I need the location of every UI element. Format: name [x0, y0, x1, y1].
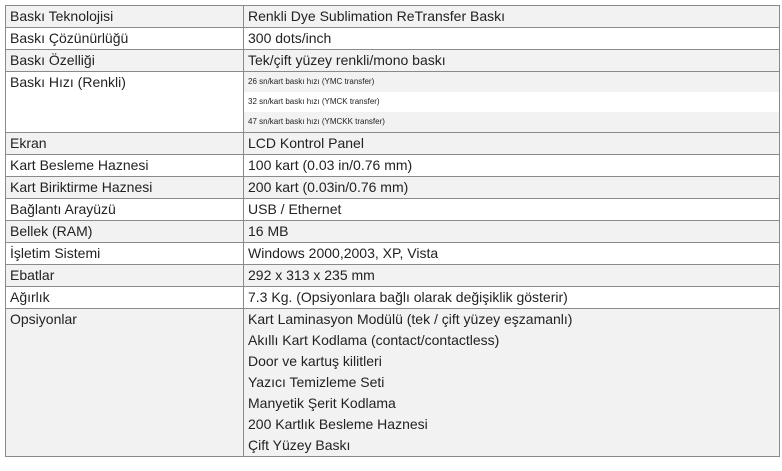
- table-row: [6, 309, 780, 457]
- row-label: Opsiyonlar: [6, 309, 244, 457]
- spec-table: [5, 5, 780, 457]
- row-value: 292 x 313 x 235 mm: [244, 265, 780, 287]
- option-item: 200 Kartlık Besleme Haznesi: [248, 416, 428, 432]
- option-item: Akıllı Kart Kodlama (contact/contactless): [248, 332, 500, 348]
- row-label: Kart Biriktirme Haznesi: [6, 177, 244, 199]
- row-value: LCD Kontrol Panel: [244, 133, 780, 155]
- table-row: [6, 243, 780, 265]
- table-row: [6, 28, 780, 50]
- row-value: 16 MB: [244, 221, 780, 243]
- row-label: Bağlantı Arayüzü: [6, 199, 244, 221]
- table-row: [6, 221, 780, 243]
- table-row: [6, 265, 780, 287]
- option-item: Door ve kartuş kilitleri: [248, 353, 382, 369]
- row-label: Baskı Özelliği: [6, 50, 244, 72]
- table-row: [6, 155, 780, 177]
- row-label: Kart Besleme Haznesi: [6, 155, 244, 177]
- row-value: 200 kart (0.03in/0.76 mm): [244, 177, 780, 199]
- print-speed-item: 47 sn/kart baskı hızı (YMCKK transfer): [244, 112, 779, 132]
- print-speed-item: 32 sn/kart baskı hızı (YMCK transfer): [244, 92, 779, 112]
- row-label: Ebatlar: [6, 265, 244, 287]
- print-speed-item: 26 sn/kart baskı hızı (YMC transfer): [244, 72, 779, 92]
- table-row: [6, 133, 780, 155]
- table-row: [6, 6, 780, 28]
- row-label: İşletim Sistemi: [6, 243, 244, 265]
- print-speed-cell: [244, 72, 780, 133]
- row-label: Ekran: [6, 133, 244, 155]
- option-item: Yazıcı Temizleme Seti: [248, 374, 385, 390]
- row-label: Baskı Hızı (Renkli): [6, 72, 244, 133]
- table-row: [6, 177, 780, 199]
- row-value: 7.3 Kg. (Opsiyonlara bağlı olarak değişiklik gösterir): [244, 287, 780, 309]
- option-item: Manyetik Şerit Kodlama: [248, 395, 396, 411]
- row-value: Tek/çift yüzey renkli/mono baskı: [244, 50, 780, 72]
- row-value: 300 dots/inch: [244, 28, 780, 50]
- row-label: Ağırlık: [6, 287, 244, 309]
- row-value: 100 kart (0.03 in/0.76 mm): [244, 155, 780, 177]
- table-row: [6, 72, 780, 133]
- row-value: Renkli Dye Sublimation ReTransfer Baskı: [244, 6, 780, 28]
- row-value: USB / Ethernet: [244, 199, 780, 221]
- row-label: Baskı Teknolojisi: [6, 6, 244, 28]
- option-item: Kart Laminasyon Modülü (tek / çift yüzey eşzamanlı): [248, 311, 573, 327]
- table-row: [6, 287, 780, 309]
- option-item: Çift Yüzey Baskı: [248, 437, 351, 453]
- table-row: [6, 199, 780, 221]
- options-cell: [244, 309, 780, 457]
- table-row: [6, 50, 780, 72]
- row-label: Baskı Çözünürlüğü: [6, 28, 244, 50]
- print-speed-list: [244, 72, 779, 132]
- row-label: Bellek (RAM): [6, 221, 244, 243]
- row-value: Windows 2000,2003, XP, Vista: [244, 243, 780, 265]
